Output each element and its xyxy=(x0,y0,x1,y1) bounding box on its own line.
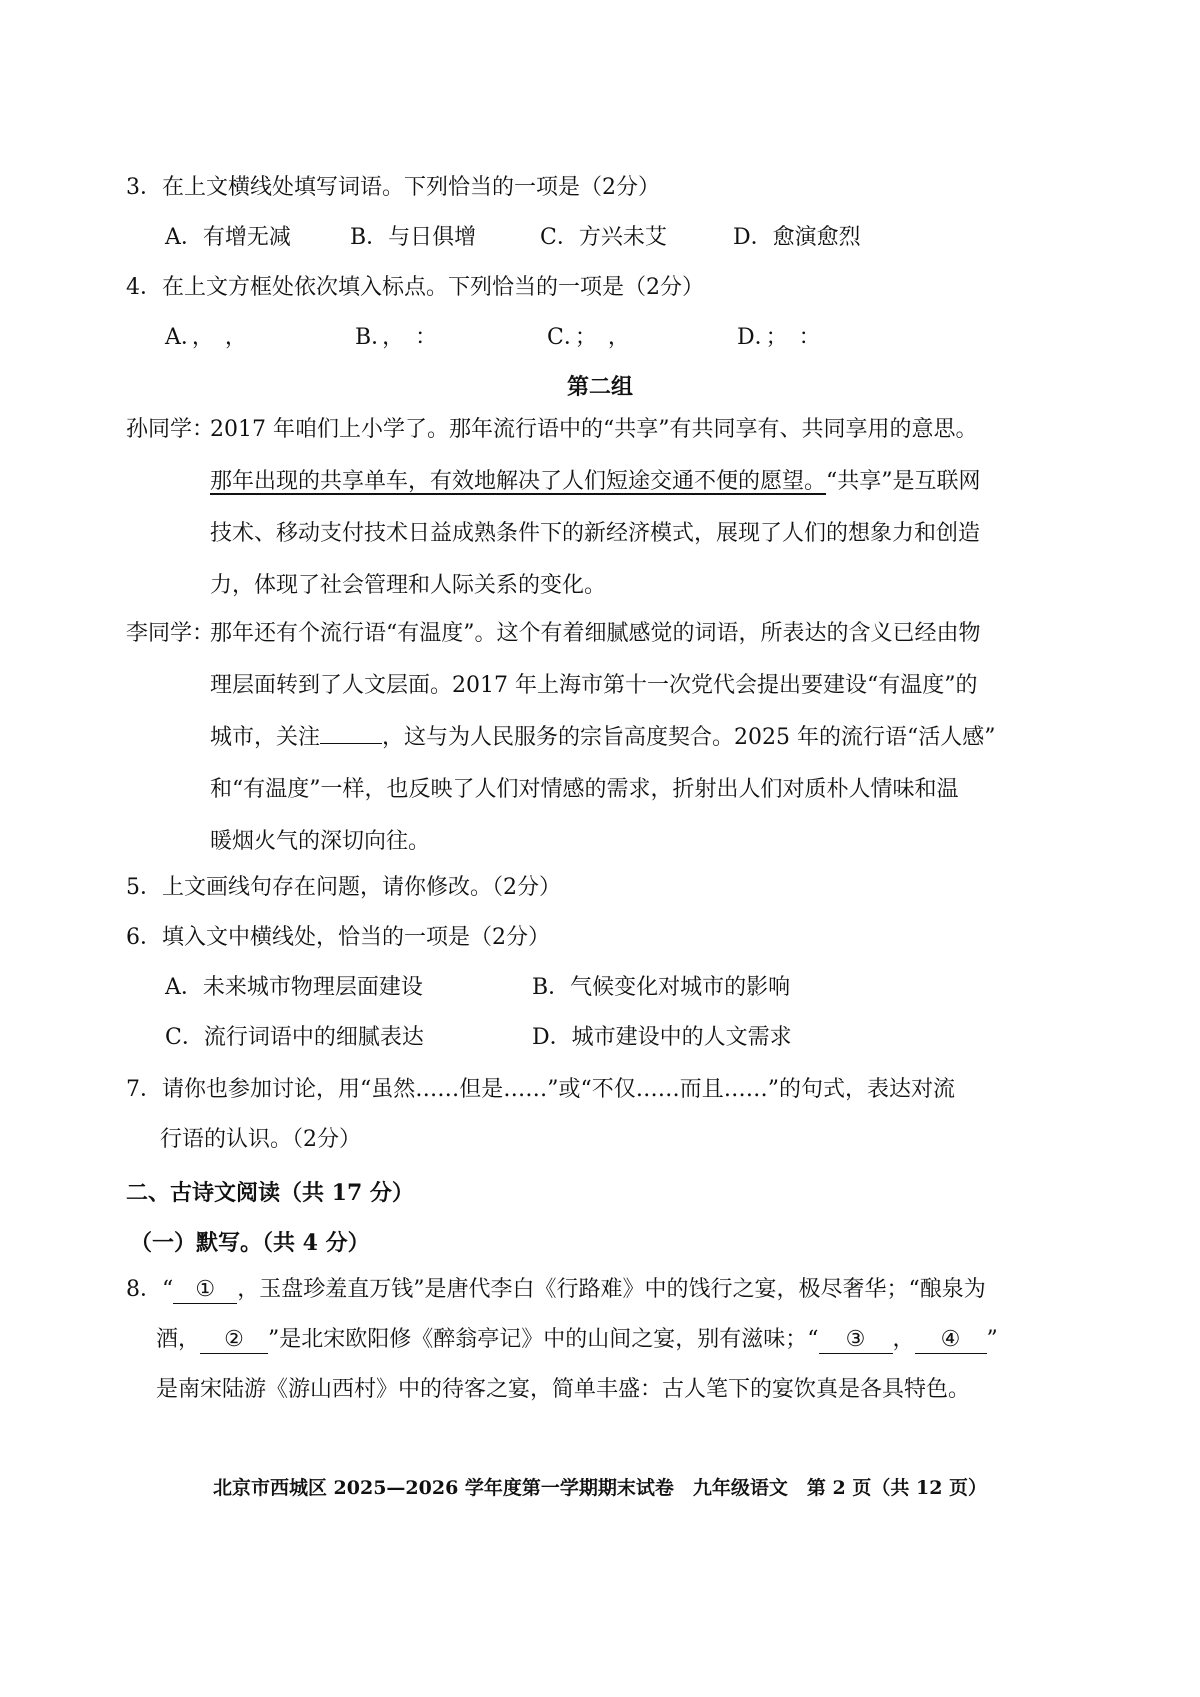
question-3-stem: 3．在上文横线处填写词语。下列恰当的一项是（2分） xyxy=(126,175,660,200)
question-8-line-2-prefix: 酒， xyxy=(156,1327,201,1352)
sun-line-2 xyxy=(210,456,981,508)
question-8-line-3 xyxy=(126,1365,1086,1415)
question-6-option-c: C．流行词语中的细腻表达 xyxy=(165,1025,424,1050)
li-line-4: 和“有温度”一样，也反映了人们对情感的需求，折射出人们对质朴人情味和温 xyxy=(210,777,959,802)
dialogue-li xyxy=(126,608,1086,868)
question-8-line-3-text: 是南宋陆游《游山西村》中的待客之宴，简单丰盛：古人笔下的宴饮真是各具特色。 xyxy=(156,1377,971,1402)
sun-line-3: 技术、移动支付技术日益成熟条件下的新经济模式，展现了人们的想象力和创造 xyxy=(210,521,981,546)
li-line-3-before: 城市，关注 xyxy=(210,725,321,750)
question-8-line-2 xyxy=(126,1315,1086,1365)
question-6-option-a: A．未来城市物理层面建设 xyxy=(165,975,423,1000)
question-7-line-1: 7．请你也参加讨论，用“虽然……但是……”或“不仅……而且……”的句式，表达对流 xyxy=(126,1077,955,1102)
question-8-line-1-text: ，玉盘珍羞直万钱”是唐代李白《行路难》中的饯行之宴，极尽奢华；“酿泉为 xyxy=(237,1277,986,1302)
fill-in-blank xyxy=(320,719,382,744)
question-4-option-d: D．； ： xyxy=(737,325,821,350)
question-5-stem: 5．上文画线句存在问题，请你修改。（2分） xyxy=(126,875,561,900)
li-line-5: 暖烟火气的深切向往。 xyxy=(210,829,431,854)
question-6-options xyxy=(165,973,1065,1053)
li-line-1: 那年还有个流行语“有温度”。这个有着细腻感觉的词语，所表达的含义已经由物 xyxy=(210,621,981,646)
question-8-close-quote: ” xyxy=(986,1327,998,1352)
sun-line-1: 2017 年咱们上小学了。那年流行语中的“共享”有共同享有、共同享用的意思。 xyxy=(210,417,978,442)
question-6-stem: 6．填入文中横线处，恰当的一项是（2分） xyxy=(126,925,550,950)
question-3-option-c: C．方兴未艾 xyxy=(540,225,667,250)
question-4-option-c: C．； ， xyxy=(547,325,630,350)
question-3-option-b: B．与日俱增 xyxy=(350,225,477,250)
fill-blank-4: ④ xyxy=(915,1327,987,1354)
question-8-line-1-prefix: 8．“ xyxy=(126,1277,174,1302)
subsection-1-heading: （一）默写。（共 4 分） xyxy=(130,1230,370,1256)
question-6-option-b: B．气候变化对城市的影响 xyxy=(532,975,791,1000)
dialogue-sun xyxy=(126,404,1086,612)
question-8-line-2-text: ”是北宋欧阳修《醉翁亭记》中的山间之宴，别有滋味；“ xyxy=(268,1327,819,1352)
section-2-heading: 二、古诗文阅读（共 17 分） xyxy=(126,1180,414,1206)
question-4-option-a: A．， ， xyxy=(165,325,247,350)
question-4-stem: 4．在上文方框处依次填入标点。下列恰当的一项是（2分） xyxy=(126,275,704,300)
question-8-comma: ， xyxy=(892,1327,915,1352)
underlined-sentence: 那年出现的共享单车，有效地解决了人们短途交通不便的愿望。 xyxy=(210,469,827,494)
group-2-heading: 第二组 xyxy=(566,374,633,400)
page-footer: 北京市西城区 2025—2026 学年度第一学期期末试卷 九年级语文 第 2 页（共 12 页） xyxy=(212,1477,988,1499)
question-7-line-2: 行语的认识。（2分） xyxy=(160,1127,361,1152)
li-line-3 xyxy=(210,712,996,764)
fill-blank-3: ③ xyxy=(819,1327,893,1354)
speaker-sun: 孙同学： xyxy=(126,417,215,442)
question-3-option-d: D．愈演愈烈 xyxy=(733,225,861,250)
sun-line-2-rest: “共享”是互联网 xyxy=(826,469,981,494)
speaker-li: 李同学： xyxy=(126,621,215,646)
question-8 xyxy=(126,1265,1086,1415)
question-4-option-b: B．， ： xyxy=(355,325,438,350)
question-8-line-1 xyxy=(126,1265,1086,1315)
fill-blank-2: ② xyxy=(200,1327,268,1354)
li-line-2: 理层面转到了人文层面。2017 年上海市第十一次党代会提出要建设“有温度”的 xyxy=(210,673,978,698)
sun-line-4: 力，体现了社会管理和人际关系的变化。 xyxy=(210,573,607,598)
question-6-option-d: D．城市建设中的人文需求 xyxy=(532,1025,792,1050)
li-line-3-after: ，这与为人民服务的宗旨高度契合。2025 年的流行语“活人感” xyxy=(382,725,996,750)
fill-blank-1: ① xyxy=(173,1277,237,1304)
question-3-option-a: A．有增无减 xyxy=(165,225,291,250)
